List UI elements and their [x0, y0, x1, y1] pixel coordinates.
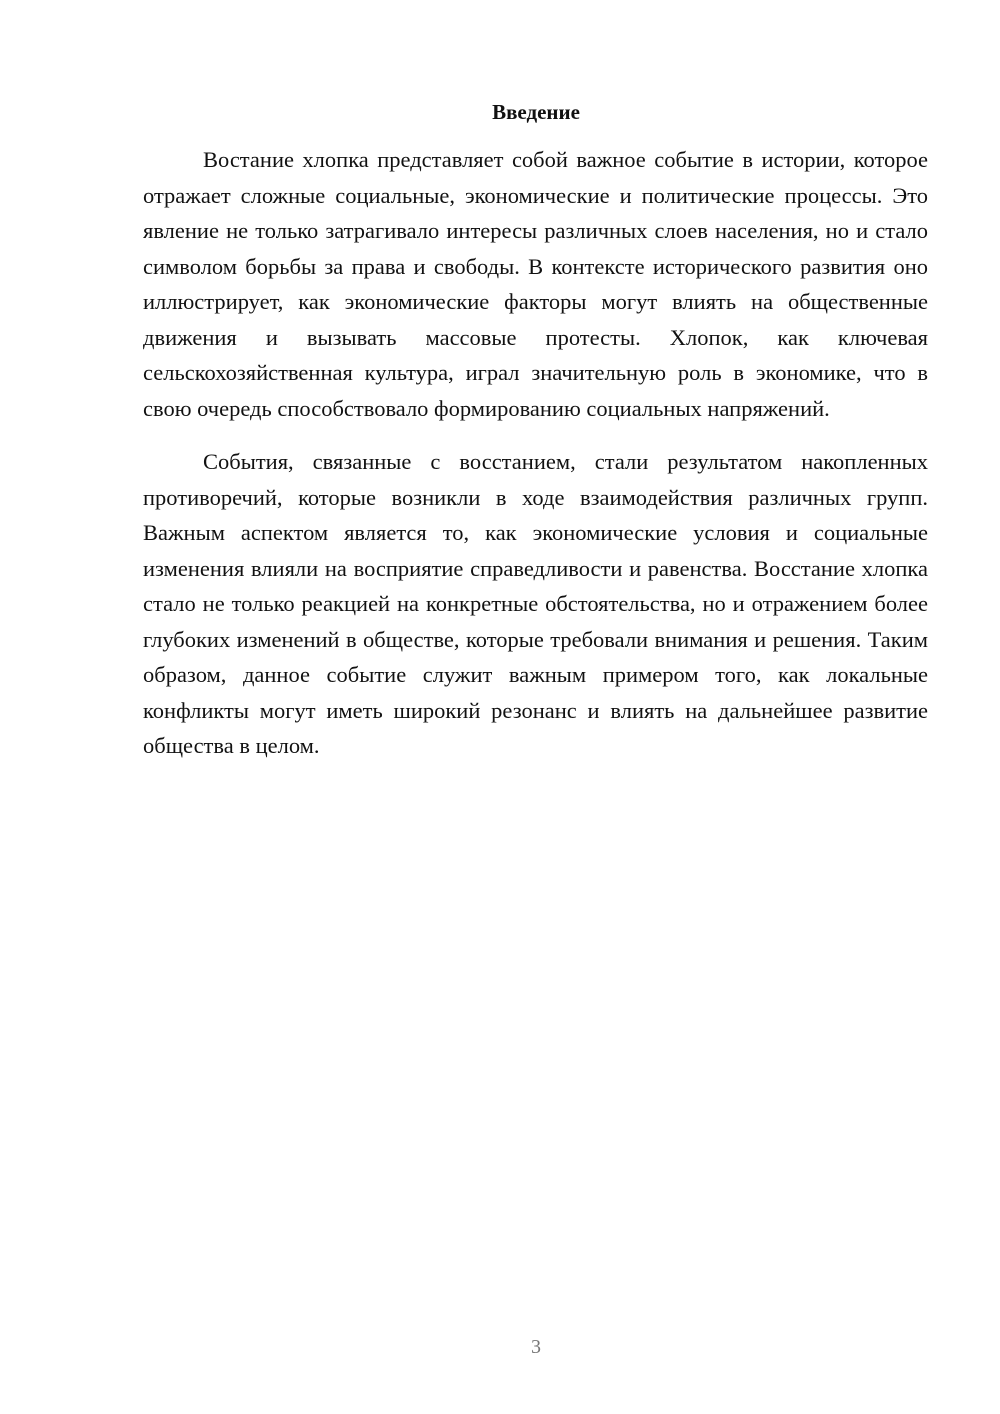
- paragraph-2: События, связанные с восстанием, стали результатом накопленных противоречий, которые возникли в ходе взаимодействия различных групп. Важным аспектом является то, как экономические условия и социальные изменения влияли на восприятие справедливости и равенства. Восстание хлопка стало не только реакцией на конкретные обстоятельства, но и отражением более глубоких изменений в обществе, которые требовали внимания и решения. Таким образом, данное событие служит важным примером того, как локальные конфликты могут иметь широкий резонанс и влиять на дальнейшее развитие общества в целом.: [143, 449, 928, 758]
- section-heading: Введение: [492, 100, 580, 124]
- body-text: [143, 142, 928, 764]
- page-number: 3: [531, 1336, 541, 1358]
- paragraph-1: Востание хлопка представляет собой важное событие в истории, которое отражает сложные социальные, экономические и политические процессы. Это явление не только затрагивало интересы различных слоев населения, но и стало символом борьбы за права и свободы. В контексте исторического развития оно иллюстрирует, как экономические факторы могут влиять на общественные движения и вызывать массовые протесты. Хлопок, как ключевая сельскохозяйственная культура, играл значительную роль в экономике, что в свою очередь способствовало формированию социальных напряжений.: [143, 147, 928, 421]
